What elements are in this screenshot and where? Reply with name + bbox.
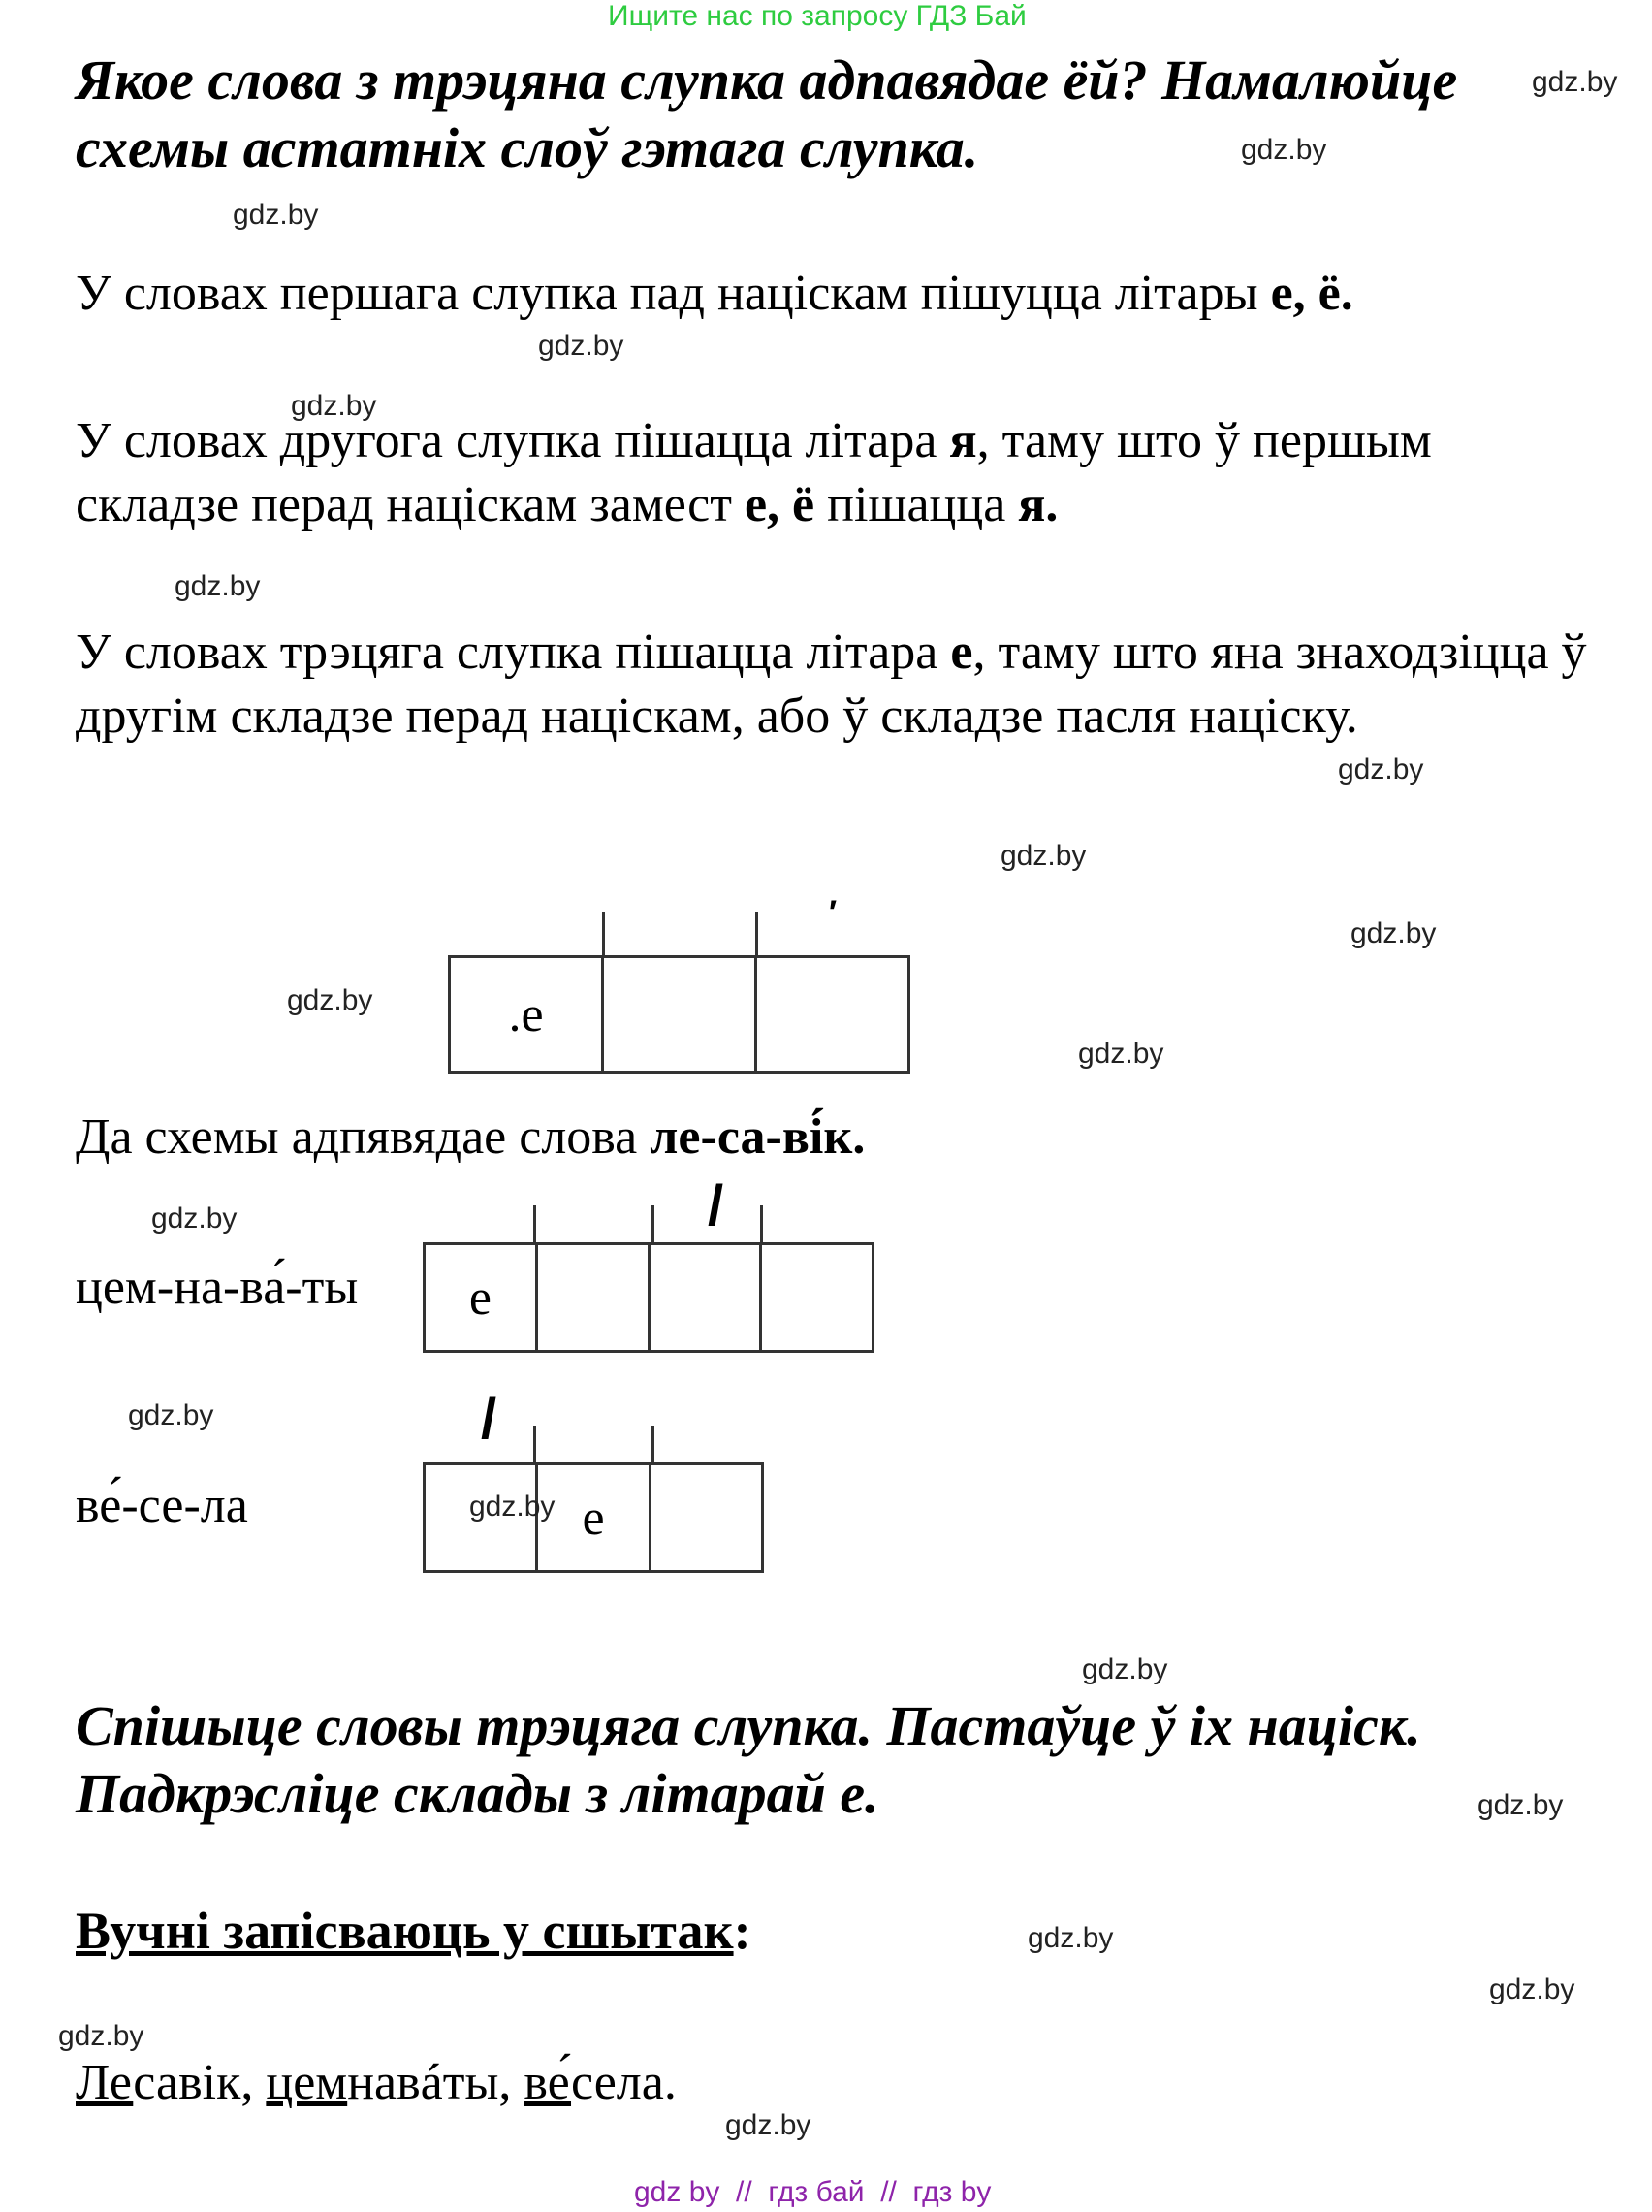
answer-word-2-rest: навáты, [347,2055,524,2110]
scheme-1-caption-word: ле-са-ві́к. [650,1109,866,1165]
watermark: gdz.by [233,199,319,231]
scheme-1-stress-mark: ′ [829,894,838,931]
watermark: gdz.by [725,2109,811,2141]
scheme-2-cell [762,1245,872,1350]
scheme-1-cell: .е [451,958,604,1071]
scheme-3-stress-mark: / [481,1388,497,1451]
notebook-heading-colon: : [733,1902,751,1960]
answer-line [76,2051,677,2115]
notebook-heading [76,1901,751,1961]
watermark: gdz.by [1489,1973,1575,2005]
task-1-line-2: схемы астатніх слоў гэтага слупка. [76,116,979,179]
scheme-2-cell [538,1245,651,1350]
task-2-line-2: Падкрэсліце склады з літарай е. [76,1762,879,1825]
answer-word-1-underlined: Ле [76,2055,134,2110]
watermark: gdz.by [151,1202,238,1234]
scheme-2-divider-tick [760,1205,763,1244]
watermark: gdz.by [1241,134,1327,166]
answer-word-3-rest: села. [571,2055,677,2110]
scheme-3-divider-tick [651,1426,654,1464]
watermark: gdz.by [175,570,261,602]
watermark: gdz.by [1001,840,1087,872]
watermark: gdz.by [58,2020,144,2052]
task-1 [76,47,1559,182]
answer-word-1-rest: савік, [133,2055,267,2110]
watermark: gdz.by [1532,66,1618,98]
scheme-1-divider-tick [602,912,605,955]
scheme-1-caption [76,1106,865,1170]
watermark: gdz.by [1078,1038,1164,1070]
scheme-3-word: ве́-се-ла [76,1478,248,1533]
scheme-2-cell: е [426,1245,538,1350]
paragraph-3-bold-1: е [950,625,973,680]
notebook-heading-text: Вучні запісваюць у сшытак [76,1902,734,1960]
paragraph-1-text: У словах першага слупка пад націскам пішуцца літары [76,266,1271,321]
watermark: gdz.by [287,984,373,1016]
scheme-1-box [448,955,910,1074]
scheme-2-cell [651,1245,763,1350]
paragraph-1 [76,262,1588,326]
paragraph-2-bold-3: я. [1018,477,1059,532]
banner: Ищите нас по запросу ГДЗ Бай [608,0,1027,32]
watermark: gdz.by [1477,1789,1564,1821]
paragraph-3-part-1: У словах трэцяга слупка пішацца літара [76,625,951,680]
paragraph-3-part-2: , таму што яна знаходзіцца ў другім складзе перад націскам, або ў складзе пасля націску. [76,625,1587,744]
task-2 [76,1692,1588,1828]
answer-word-3-underlined: ве́ [524,2055,572,2110]
paragraph-2 [76,409,1540,537]
scheme-1-cell [604,958,757,1071]
watermark: gdz.by [1350,917,1437,949]
footer: gdz by // гдз бай // гдз by [634,2176,992,2208]
task-2-line-1: Спішыце словы трэцяга слупка. Пастаўце ў іх націск. [76,1694,1421,1757]
paragraph-3 [76,621,1588,749]
watermark: gdz.by [1028,1922,1114,1954]
scheme-3-divider-tick [533,1426,536,1464]
task-1-line-1: Якое слова з трэцяна слупка адпавядае ёй? Намалюйце [76,48,1458,112]
watermark: gdz.by [291,390,377,422]
watermark: gdz.by [1338,753,1424,785]
scheme-2-stress-mark: / [708,1174,724,1237]
scheme-3-cell [651,1465,761,1570]
scheme-1-cell [757,958,907,1071]
scheme-1-caption-text: Да схемы адпявядае слова [76,1109,651,1165]
paragraph-2-bold-1: я [949,413,977,468]
paragraph-2-part-1: У словах другога слупка пішацца літара [76,413,950,468]
answer-word-2-underlined: цем [266,2055,348,2110]
scheme-3-cell: е [538,1465,651,1570]
paragraph-2-part-2: , таму што ў першым складзе перад націскам замест [76,413,1432,532]
scheme-2-box [423,1242,874,1353]
scheme-2-word: цем-на-ва́-ты [76,1260,359,1315]
scheme-1-divider-tick [755,912,758,955]
watermark: gdz.by [128,1399,214,1431]
watermark: gdz.by [1082,1653,1168,1685]
watermark: gdz.by [469,1491,556,1523]
paragraph-1-bold: е, ё. [1270,266,1353,321]
watermark: gdz.by [538,330,624,362]
scheme-2-divider-tick [651,1205,654,1244]
paragraph-2-part-3: пішацца [814,477,1019,532]
scheme-2-divider-tick [533,1205,536,1244]
paragraph-2-bold-2: е, ё [744,477,815,532]
